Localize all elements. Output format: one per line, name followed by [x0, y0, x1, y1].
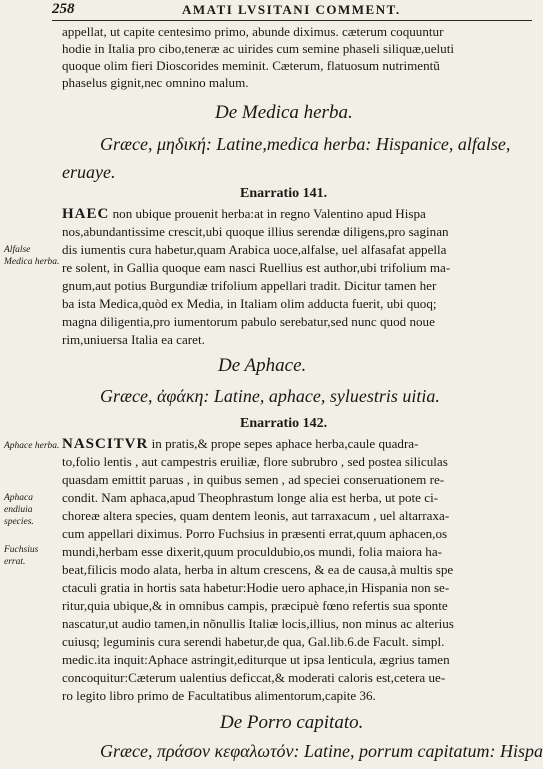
section-heading-porro: De Porro capitato.	[220, 712, 364, 733]
paragraph-line-medica: re solent, in Gallia quoque eam nasci Ruellius est author,ubi trifolium ma-	[62, 260, 451, 275]
names-line-aphace: Græce, ἀφάκη: Latine, aphace, syluestris uitia.	[100, 386, 440, 406]
paragraph-line-aphace: condit. Nam aphaca,apud Theophrastum longe alia est herba, ut pote ci-	[62, 490, 439, 505]
names-line-medica: Græce, μηδική: Latine,medica herba: Hispanice, alfalse,	[100, 134, 511, 154]
paragraph-line-medica: gnum,aut potius Burgundiæ trifolium appellari tradit. Dicitur tamen her	[62, 278, 437, 293]
paragraph-line-aphace: quasdam emittit paruas , in quibus semen , ad speciei conseruationem re-	[62, 472, 445, 487]
paragraph-line-aphace: cum appellari diximus. Porro Fuchsius in præsenti errat,quum aphacen,os	[62, 526, 448, 541]
paragraph-line-aphace: beat,filicis modo alata, herba in altum crescens, & ea de causa,à multis spe	[62, 562, 454, 577]
intro-line: phaselus gignit,nec omnino malum.	[62, 75, 249, 90]
margin-note-endiuia: Aphaca endiuia species.	[4, 493, 34, 527]
paragraph-line-aphace: to,folio lentis , aut campestris eruiliæ, flore subrubro , sed postea siliculas	[62, 454, 448, 469]
paragraph-line-aphace: cuiusq; leguminis cura serendi habetur,de qua, Gal.lib.6.de Facult. simpl.	[62, 634, 445, 649]
paragraph-line-aphace: nascatur,ut audio tamen,in nõnullis Italiæ locis,illius, non minus ac alterius	[62, 616, 454, 631]
margin-note-alfalse: Alfalse Medica herba.	[4, 245, 60, 267]
paragraph-line-medica: nos,abundantissime crescit,ubi quoque illius serendæ diligens,pro saginan	[62, 224, 449, 239]
margin-note-aphace: Aphace herba.	[4, 441, 60, 451]
paragraph-line-aphace: NASCITVR in pratis,& prope sepes aphace herba,caule quadra-	[62, 436, 419, 452]
margin-note-fuchsius: Fuchsius errat.	[4, 545, 39, 567]
paragraph-line-aphace: ctaculi gratia in hortis sata habetur:Hodie uero aphace,in Hispania non se-	[62, 580, 450, 595]
paragraph-line-aphace: medic.ita inquit:Aphace astringit,editurque ut ipsa lenticula, ægrius tamen	[62, 652, 450, 667]
paragraph-line-aphace: mundi,herbam esse dixerit,quum proculdubio,os mundi, folia maiora ha-	[62, 544, 443, 559]
first-word: NASCITVR	[62, 436, 149, 452]
running-header	[52, 0, 532, 21]
enarratio-142: Enarratio 142.	[240, 416, 328, 431]
paragraph-line-medica: ba ista Medica,quòd ex Media, in Italiam olim adducta fuerit, ubi quoq;	[62, 296, 437, 311]
paragraph-line-medica: magna diligentia,pro iumentorum pabulo serebatur,sed nunc quod noue	[62, 314, 435, 329]
section-heading-aphace: De Aphace.	[218, 355, 307, 376]
paragraph-line-medica: HAEC non ubique prouenit herba:at in regno Valentino apud Hispa	[62, 206, 426, 222]
enarratio-141: Enarratio 141.	[240, 186, 328, 201]
names-line-porro: Græce, πράσον κεφαλωτόν: Latine, porrum capitatum: Hispa	[100, 741, 543, 761]
paragraph-line-aphace: ritur,quia ubique,& in omnibus campis, præcipuè fœno refertis sua sponte	[62, 598, 448, 613]
names-line-medica-2: eruaye.	[62, 162, 116, 182]
page-number: 258	[52, 1, 75, 17]
running-title: AMATI LVSITANI COMMENT.	[182, 2, 401, 17]
paragraph-line-medica: rim,uniuersa Italia ea caret.	[62, 332, 205, 347]
paragraph-line-aphace: concoquitur:Cæterum ualentius deficcat,& moderati caloris est,cetera ue-	[62, 670, 446, 685]
intro-line: hodie in Italia pro cibo,teneræ ac uirides cum semine phaseli siliquæ,ueluti	[62, 41, 454, 56]
paragraph-line-aphace: choreæ altera species, quam dentem leonis, aut tarraxacum , uel altarraxa-	[62, 508, 450, 523]
paragraph-line-medica: dis iumentis cura habetur,quam Arabica uoce,alfalse, uel alfasafat appella	[62, 242, 447, 257]
first-word: HAEC	[62, 206, 110, 222]
intro-line: appellat, ut capite centesimo primo, abunde diximus. cæterum coquuntur	[62, 24, 444, 39]
intro-line: quoque olim fieri Dioscorides meminit. Cæterum, flatuosum nutrimentũ	[62, 58, 440, 73]
paragraph-line-aphace: ro legito libro primo de Facultatibus alimentorum,capite 36.	[62, 688, 376, 703]
section-heading-medica: De Medica herba.	[215, 102, 353, 123]
